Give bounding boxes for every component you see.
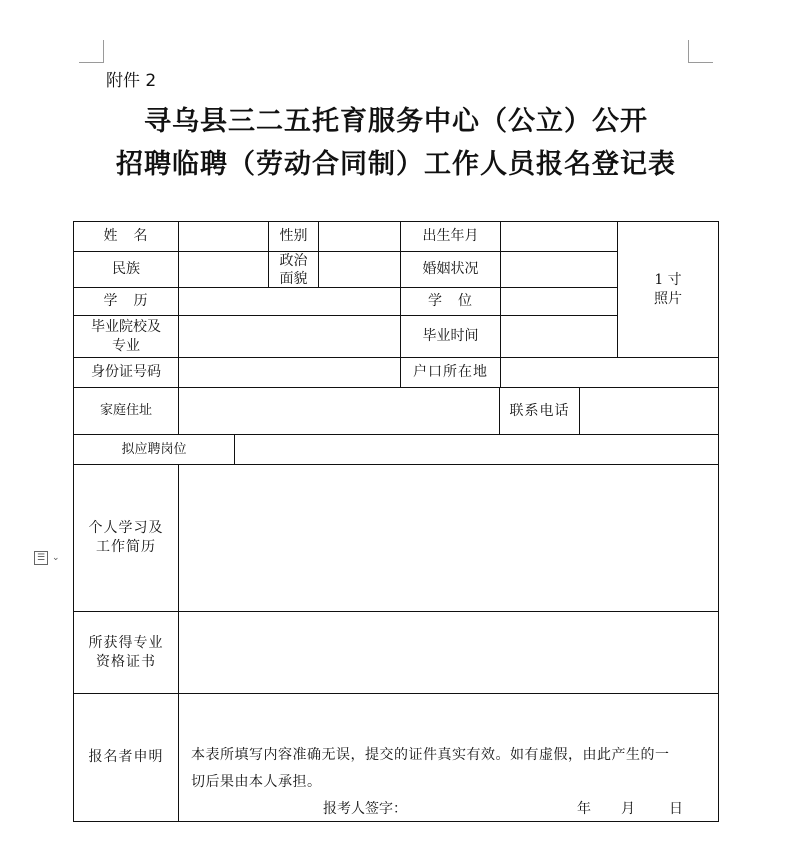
degree-label: 学 位 bbox=[400, 287, 501, 316]
certificate-label bbox=[73, 611, 179, 694]
month-label: 月 bbox=[621, 801, 635, 818]
grad-time-field[interactable] bbox=[500, 315, 618, 358]
photo-size-label: 1 寸 bbox=[654, 271, 682, 288]
position-label: 拟应聘岗位 bbox=[73, 434, 235, 465]
id-number-field[interactable] bbox=[178, 357, 401, 388]
certificate-label-line1: 所获得专业 bbox=[88, 634, 164, 651]
political-label-line1: 政治 bbox=[279, 253, 308, 269]
signature-label: 报考人签字： bbox=[323, 801, 407, 818]
education-label: 学 历 bbox=[73, 287, 179, 316]
resume-label bbox=[73, 464, 179, 612]
gender-field[interactable] bbox=[318, 221, 401, 252]
phone-label: 联系电话 bbox=[499, 387, 580, 435]
table-handle[interactable] bbox=[34, 549, 68, 567]
document-title-line-1: 寻乌县三二五托育服务中心（公立）公开 bbox=[144, 106, 648, 137]
certificate-field[interactable] bbox=[178, 611, 719, 694]
id-number-label: 身份证号码 bbox=[73, 357, 179, 388]
political-label bbox=[268, 251, 319, 288]
position-field[interactable] bbox=[234, 434, 719, 465]
table-layout-icon[interactable]: ☰ bbox=[34, 551, 48, 565]
marital-label: 婚姻状况 bbox=[400, 251, 501, 288]
photo-box[interactable] bbox=[617, 221, 719, 358]
page-corner-mark-right bbox=[688, 40, 713, 63]
ethnicity-field[interactable] bbox=[178, 251, 269, 288]
political-label-line2: 面貌 bbox=[279, 270, 308, 287]
ethnicity-label: 民族 bbox=[73, 251, 179, 288]
education-field[interactable] bbox=[178, 287, 401, 316]
birth-field[interactable] bbox=[500, 221, 618, 252]
birth-label: 出生年月 bbox=[400, 221, 501, 252]
phone-field[interactable] bbox=[579, 387, 719, 435]
name-label: 姓 名 bbox=[73, 221, 179, 252]
hukou-label: 户口所在地 bbox=[400, 357, 501, 388]
address-label: 家庭住址 bbox=[73, 387, 179, 435]
year-label: 年 bbox=[577, 801, 591, 818]
registration-form-table bbox=[73, 221, 719, 822]
declaration-label: 报名者申明 bbox=[73, 693, 179, 822]
signature-row bbox=[191, 800, 710, 819]
attachment-label: 附件 2 bbox=[106, 71, 157, 91]
school-label bbox=[73, 315, 179, 358]
chevron-down-icon[interactable]: ⌄ bbox=[52, 553, 60, 563]
certificate-label-line2: 资格证书 bbox=[96, 653, 156, 670]
grad-time-label: 毕业时间 bbox=[400, 315, 501, 358]
declaration-line-2: 切后果由本人承担。 bbox=[191, 774, 322, 791]
gender-label: 性别 bbox=[268, 221, 319, 252]
resume-label-line1: 个人学习及 bbox=[88, 520, 164, 537]
school-label-line1: 毕业院校及 bbox=[91, 319, 161, 336]
declaration-box bbox=[178, 693, 719, 822]
hukou-field[interactable] bbox=[500, 357, 719, 388]
school-field[interactable] bbox=[178, 315, 401, 358]
declaration-line-1: 本表所填写内容准确无误，提交的证件真实有效。如有虚假，由此产生的一 bbox=[191, 747, 670, 764]
photo-label: 照片 bbox=[654, 290, 682, 307]
marital-field[interactable] bbox=[500, 251, 618, 288]
resume-field[interactable] bbox=[178, 464, 719, 612]
address-field[interactable] bbox=[178, 387, 500, 435]
day-label: 日 bbox=[669, 801, 683, 818]
degree-field[interactable] bbox=[500, 287, 618, 316]
page-corner-mark-left bbox=[79, 40, 104, 63]
name-field[interactable] bbox=[178, 221, 269, 252]
school-label-line2: 专业 bbox=[112, 337, 140, 354]
resume-label-line2: 工作简历 bbox=[96, 539, 156, 555]
document-title-line-2: 招聘临聘（劳动合同制）工作人员报名登记表 bbox=[116, 149, 676, 180]
political-field[interactable] bbox=[318, 251, 401, 288]
